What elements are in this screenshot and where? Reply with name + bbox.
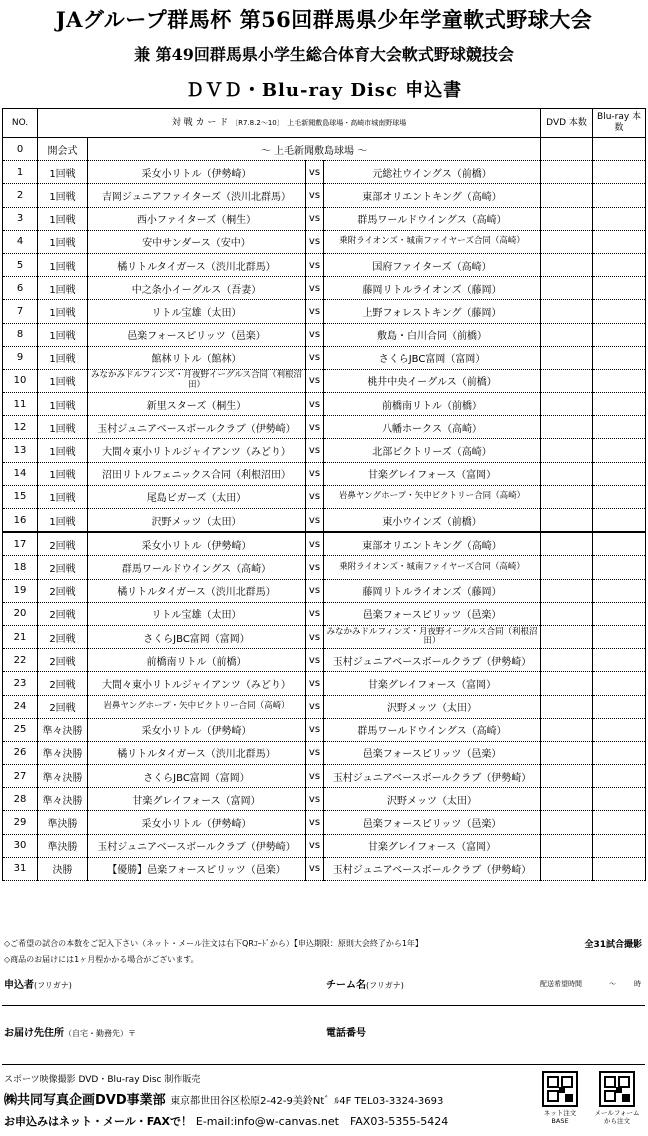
home-team: 采女小リトル（伊勢崎） (88, 532, 306, 556)
qr-code-mail-form[interactable] (599, 1071, 635, 1107)
bluray-qty-cell[interactable] (593, 857, 646, 880)
dvd-qty-cell[interactable] (541, 300, 593, 323)
dvd-qty-cell[interactable] (541, 532, 593, 556)
vs-label: vs (306, 393, 324, 416)
team-name-field[interactable] (326, 976, 404, 991)
away-team: 沢野メッツ（太田） (324, 788, 541, 811)
dvd-qty-cell[interactable] (541, 765, 593, 788)
away-team: 国府ファイターズ（高崎） (324, 253, 541, 276)
row-no: 21 (3, 625, 38, 648)
away-team: 邑楽フォースピリッツ（邑楽） (324, 741, 541, 764)
row-no: 23 (3, 672, 38, 695)
away-team: 東部オリエントキング（高崎） (324, 532, 541, 556)
home-team: 尾島ビガーズ（太田） (88, 485, 306, 508)
col-card-subtitle: 〔R7.8.2〜10〕 上毛新聞敷島球場・高崎市城南野球場 (231, 118, 407, 127)
row-round: 準決勝 (38, 811, 88, 834)
row-round: 2回戦 (38, 625, 88, 648)
dvd-qty-cell[interactable] (541, 672, 593, 695)
row-round: 2回戦 (38, 672, 88, 695)
col-card-title: 対 戦 カ ー ド (171, 117, 229, 128)
row-round: 1回戦 (38, 462, 88, 485)
main-title: JAグループ群馬杯 第56回群馬県少年学童軟式野球大会 (55, 7, 593, 32)
row-round: 1回戦 (38, 393, 88, 416)
vs-label: vs (306, 462, 324, 485)
row-no: 0 (3, 138, 38, 161)
row-no: 2 (3, 184, 38, 207)
table-row (3, 625, 646, 648)
vs-label: vs (306, 556, 324, 579)
away-team: 群馬ワールドウイングス（高崎） (324, 718, 541, 741)
vs-label: vs (306, 439, 324, 462)
home-team: 前橋南リトル（前橋） (88, 649, 306, 672)
bluray-qty-cell[interactable] (593, 462, 646, 485)
vs-label: vs (306, 485, 324, 508)
home-team: 采女小リトル（伊勢崎） (88, 811, 306, 834)
order-methods: お申込みはネット・メール・FAXで！ (4, 1115, 193, 1128)
table-row (3, 579, 646, 602)
row-round: 1回戦 (38, 161, 88, 184)
home-team: 吉岡ジュニアファイターズ（渋川北群馬） (88, 184, 306, 207)
bluray-qty-cell[interactable] (593, 672, 646, 695)
bluray-qty-cell[interactable] (593, 556, 646, 579)
col-card-header (38, 109, 541, 138)
bluray-qty-cell[interactable] (593, 695, 646, 718)
away-team: 敷島・白川合同（前橋） (324, 323, 541, 346)
row-no: 17 (3, 532, 38, 556)
table-row (3, 834, 646, 857)
home-team: 邑楽フォースピリッツ（邑楽） (88, 323, 306, 346)
table-row (3, 509, 646, 533)
table-row (3, 765, 646, 788)
bluray-qty-cell[interactable] (593, 602, 646, 625)
home-team: 沼田リトルフェニックス合同（利根沼田） (88, 462, 306, 485)
away-team: 乗附ライオンズ・城南ファイヤーズ合同（高崎） (324, 230, 541, 253)
vs-label: vs (306, 579, 324, 602)
dvd-qty-cell[interactable] (541, 277, 593, 300)
away-team: 藤岡リトルライオンズ（藤岡） (324, 579, 541, 602)
home-team: リトル宝雄（太田） (88, 300, 306, 323)
dvd-qty-cell[interactable] (541, 811, 593, 834)
vs-label: vs (306, 532, 324, 556)
row-no: 10 (3, 369, 38, 392)
vs-label: vs (306, 741, 324, 764)
away-team: 東小ウインズ（前橋） (324, 509, 541, 533)
away-team: みなかみドルフィンズ・月夜野イーグルス合同（利根沼田） (324, 625, 541, 648)
vs-label: vs (306, 857, 324, 880)
applicant-field[interactable] (4, 976, 72, 991)
table-row (3, 277, 646, 300)
row-no: 22 (3, 649, 38, 672)
dvd-qty-cell[interactable] (541, 625, 593, 648)
table-row (3, 462, 646, 485)
home-team: 安中サンダース（安中） (88, 230, 306, 253)
vs-label: vs (306, 695, 324, 718)
vs-label: vs (306, 811, 324, 834)
away-team: 上野フォレストキング（藤岡） (324, 300, 541, 323)
table-row (3, 416, 646, 439)
table-row (3, 253, 646, 276)
table-row (3, 439, 646, 462)
row-round: 準々決勝 (38, 718, 88, 741)
vs-label: vs (306, 509, 324, 533)
row-round: 1回戦 (38, 439, 88, 462)
home-team: 【優勝】邑楽フォースピリッツ（邑楽） (88, 857, 306, 880)
away-team: 玉村ジュニアベースボールクラブ（伊勢崎） (324, 765, 541, 788)
away-team: 岩鼻ヤングホープ・矢中ビクトリー合同（高崎） (324, 485, 541, 508)
table-row (3, 393, 646, 416)
home-team: 橘リトルタイガース（渋川北群馬） (88, 579, 306, 602)
sub-title: 兼 第49回群馬県小学生総合体育大会軟式野球競技会 (134, 45, 514, 64)
dvd-qty-cell[interactable] (541, 718, 593, 741)
home-team: 沢野メッツ（太田） (88, 509, 306, 533)
address-field[interactable] (4, 1024, 136, 1039)
qr-net-order-label: ネット注文 BASE (543, 1109, 577, 1125)
vs-label: vs (306, 649, 324, 672)
away-team: 邑楽フォースピリッツ（邑楽） (324, 602, 541, 625)
vs-label: vs (306, 369, 324, 392)
bluray-qty-cell[interactable] (593, 765, 646, 788)
team-name-label: チーム名 (326, 980, 366, 991)
row-no: 18 (3, 556, 38, 579)
away-team: 沢野メッツ（太田） (324, 695, 541, 718)
bluray-qty-cell[interactable] (593, 138, 646, 161)
vs-label: vs (306, 253, 324, 276)
applicant-furigana: (フリガナ) (34, 981, 72, 990)
table-row (3, 323, 646, 346)
dvd-qty-cell[interactable] (541, 369, 593, 392)
away-team: 邑楽フォースピリッツ（邑楽） (324, 811, 541, 834)
row-no: 4 (3, 230, 38, 253)
form-divider (2, 1005, 645, 1006)
home-team: 館林リトル（館林） (88, 346, 306, 369)
home-team: さくらJBC富岡（富岡） (88, 765, 306, 788)
table-row (3, 788, 646, 811)
table-row (3, 207, 646, 230)
vs-label: vs (306, 672, 324, 695)
table-row (3, 811, 646, 834)
qr-mail-form-label: メールフォーム から注文 (594, 1109, 640, 1125)
home-team: 大間々東小リトルジャイアンツ（みどり） (88, 439, 306, 462)
row-round: 1回戦 (38, 277, 88, 300)
away-team: 元総社ウイングス（前橋） (324, 161, 541, 184)
table-row (3, 741, 646, 764)
delivery-time-label: 配送希望時間 (540, 980, 582, 988)
bluray-qty-cell[interactable] (593, 416, 646, 439)
row-no: 28 (3, 788, 38, 811)
bluray-qty-cell[interactable] (593, 277, 646, 300)
home-team: 采女小リトル（伊勢崎） (88, 161, 306, 184)
home-team: リトル宝雄（太田） (88, 602, 306, 625)
table-row (3, 161, 646, 184)
home-team: 橘リトルタイガース（渋川北群馬） (88, 741, 306, 764)
note-order-count: ◇ご希望の試合の本数をご記入下さい（ネット・メール注文は右下QRｺｰﾄﾞから）【申込期限：原則大会終了から1年】 (4, 939, 423, 948)
row-no: 31 (3, 857, 38, 880)
row-no: 7 (3, 300, 38, 323)
home-team: 橘リトルタイガース（渋川北群馬） (88, 253, 306, 276)
phone-field[interactable] (326, 1024, 366, 1039)
dvd-qty-cell[interactable] (541, 253, 593, 276)
table-row (3, 556, 646, 579)
qr-code-net-order[interactable] (542, 1071, 578, 1107)
table-row (3, 346, 646, 369)
dvd-qty-cell[interactable] (541, 346, 593, 369)
delivery-time-hour: 時 (634, 980, 641, 988)
row-round: 2回戦 (38, 532, 88, 556)
bluray-qty-cell[interactable] (593, 346, 646, 369)
row-round: 2回戦 (38, 556, 88, 579)
row-round: 準々決勝 (38, 788, 88, 811)
contact-info: E-mail:info@w-canvas.net FAX03-5355-5424 (195, 1115, 449, 1128)
row-no: 1 (3, 161, 38, 184)
opening-venue: 〜 上毛新聞敷島球場 〜 (88, 138, 541, 161)
row-no: 8 (3, 323, 38, 346)
vs-label: vs (306, 602, 324, 625)
bluray-qty-cell[interactable] (593, 509, 646, 533)
vs-label: vs (306, 184, 324, 207)
row-round: 1回戦 (38, 509, 88, 533)
applicant-label: 申込者 (4, 980, 34, 991)
footer-company-line (4, 1089, 443, 1108)
bluray-qty-cell[interactable] (593, 300, 646, 323)
vs-label: vs (306, 346, 324, 369)
dvd-qty-cell[interactable] (541, 741, 593, 764)
bluray-qty-cell[interactable] (593, 439, 646, 462)
dvd-qty-cell[interactable] (541, 207, 593, 230)
home-team: 岩鼻ヤングホープ・矢中ビクトリー合同（高崎） (88, 695, 306, 718)
form-title: ＤＶＤ・Blu-ray Disc 申込書 (185, 80, 463, 101)
row-no: 11 (3, 393, 38, 416)
bluray-qty-cell[interactable] (593, 811, 646, 834)
dvd-qty-cell[interactable] (541, 138, 593, 161)
row-no: 14 (3, 462, 38, 485)
col-dvd-header: DVD 本数 (541, 109, 593, 138)
away-team: 北部ビクトリーズ（高崎） (324, 439, 541, 462)
bluray-qty-cell[interactable] (593, 649, 646, 672)
away-team: 桃井中央イーグルス（前橋） (324, 369, 541, 392)
row-no: 30 (3, 834, 38, 857)
footer-service: スポーツ映像撮影 DVD・Blu-ray Disc 制作販売 (4, 1075, 201, 1085)
vs-label: vs (306, 788, 324, 811)
home-team: 新里スターズ（桐生） (88, 393, 306, 416)
vs-label: vs (306, 416, 324, 439)
home-team: 玉村ジュニアベースボールクラブ（伊勢崎） (88, 416, 306, 439)
row-no: 13 (3, 439, 38, 462)
home-team: 大間々東小リトルジャイアンツ（みどり） (88, 672, 306, 695)
phone-label: 電話番号 (326, 1028, 366, 1039)
away-team: 群馬ワールドウイングス（高崎） (324, 207, 541, 230)
table-row (3, 230, 646, 253)
dvd-qty-cell[interactable] (541, 579, 593, 602)
table-row (3, 485, 646, 508)
bluray-qty-cell[interactable] (593, 184, 646, 207)
row-round: 1回戦 (38, 184, 88, 207)
away-team: 八幡ホークス（高崎） (324, 416, 541, 439)
match-table (2, 108, 646, 881)
row-no: 12 (3, 416, 38, 439)
home-team: さくらJBC富岡（富岡） (88, 625, 306, 648)
address-label: お届け先住所 (4, 1028, 64, 1039)
vs-label: vs (306, 161, 324, 184)
bluray-qty-cell[interactable] (593, 741, 646, 764)
bluray-qty-cell[interactable] (593, 625, 646, 648)
home-team: 玉村ジュニアベースボールクラブ（伊勢崎） (88, 834, 306, 857)
away-team: 藤岡リトルライオンズ（藤岡） (324, 277, 541, 300)
row-no: 5 (3, 253, 38, 276)
col-no-header: NO. (3, 109, 38, 138)
away-team: 前橋南リトル（前橋） (324, 393, 541, 416)
away-team: 玉村ジュニアベースボールクラブ（伊勢崎） (324, 649, 541, 672)
dvd-qty-cell[interactable] (541, 485, 593, 508)
vs-label: vs (306, 625, 324, 648)
row-round: 2回戦 (38, 695, 88, 718)
bluray-qty-cell[interactable] (593, 485, 646, 508)
home-team: みなかみドルフィンズ・月夜野イーグルス合同（利根沼田） (88, 369, 306, 392)
table-row (3, 718, 646, 741)
row-round: 1回戦 (38, 485, 88, 508)
vs-label: vs (306, 765, 324, 788)
dvd-qty-cell[interactable] (541, 161, 593, 184)
row-round: 2回戦 (38, 649, 88, 672)
dvd-qty-cell[interactable] (541, 439, 593, 462)
away-team: 甘楽グレイフォース（富岡） (324, 834, 541, 857)
bluray-qty-cell[interactable] (593, 532, 646, 556)
company-name: ㈱共同写真企画DVD事業部 (4, 1093, 166, 1108)
row-no: 6 (3, 277, 38, 300)
bluray-qty-cell[interactable] (593, 230, 646, 253)
dvd-qty-cell[interactable] (541, 323, 593, 346)
bluray-qty-cell[interactable] (593, 834, 646, 857)
row-round: 準々決勝 (38, 765, 88, 788)
dvd-qty-cell[interactable] (541, 462, 593, 485)
bluray-qty-cell[interactable] (593, 161, 646, 184)
dvd-qty-cell[interactable] (541, 649, 593, 672)
team-name-furigana: (フリガナ) (366, 981, 404, 990)
row-round: 1回戦 (38, 369, 88, 392)
vs-label: vs (306, 277, 324, 300)
table-row (3, 649, 646, 672)
row-round: 決勝 (38, 857, 88, 880)
vs-label: vs (306, 718, 324, 741)
away-team: 乗附ライオンズ・城南ファイヤーズ合同（高崎） (324, 556, 541, 579)
col-bluray-header: Blu-ray 本数 (593, 109, 646, 138)
dvd-qty-cell[interactable] (541, 695, 593, 718)
note-delivery: ◇商品のお届けには1ヶ月程かかる場合がございます。 (4, 955, 199, 964)
row-no: 3 (3, 207, 38, 230)
row-no: 9 (3, 346, 38, 369)
dvd-qty-cell[interactable] (541, 602, 593, 625)
vs-label: vs (306, 834, 324, 857)
home-team: 中之条小イーグルス（吾妻） (88, 277, 306, 300)
address-sub: （自宅・勤務先）〒 (64, 1029, 136, 1038)
row-no: 27 (3, 765, 38, 788)
delivery-time-tilde: 〜 (609, 980, 616, 988)
table-row (3, 300, 646, 323)
table-row (3, 602, 646, 625)
table-row (3, 672, 646, 695)
away-team: 甘楽グレイフォース（富岡） (324, 672, 541, 695)
dvd-qty-cell[interactable] (541, 416, 593, 439)
bluray-qty-cell[interactable] (593, 718, 646, 741)
row-round: 1回戦 (38, 300, 88, 323)
away-team: 玉村ジュニアベースボールクラブ（伊勢崎） (324, 857, 541, 880)
table-row (3, 184, 646, 207)
home-team: 西小ファイターズ（桐生） (88, 207, 306, 230)
footer-contact-line (4, 1113, 448, 1129)
away-team: 東部オリエントキング（高崎） (324, 184, 541, 207)
table-row (3, 369, 646, 392)
footer-divider (2, 1064, 645, 1065)
away-team: さくらJBC富岡（富岡） (324, 346, 541, 369)
dvd-qty-cell[interactable] (541, 393, 593, 416)
row-round: 準決勝 (38, 834, 88, 857)
row-round: 開会式 (38, 138, 88, 161)
row-no: 26 (3, 741, 38, 764)
bluray-qty-cell[interactable] (593, 323, 646, 346)
row-round: 1回戦 (38, 253, 88, 276)
bluray-qty-cell[interactable] (593, 393, 646, 416)
bluray-qty-cell[interactable] (593, 369, 646, 392)
total-games-note: 全31試合撮影 (584, 940, 642, 950)
dvd-qty-cell[interactable] (541, 230, 593, 253)
away-team: 甘楽グレイフォース（富岡） (324, 462, 541, 485)
bluray-qty-cell[interactable] (593, 253, 646, 276)
table-header (3, 109, 646, 138)
vs-label: vs (306, 323, 324, 346)
dvd-qty-cell[interactable] (541, 509, 593, 533)
row-no: 15 (3, 485, 38, 508)
vs-label: vs (306, 207, 324, 230)
bluray-qty-cell[interactable] (593, 207, 646, 230)
row-no: 24 (3, 695, 38, 718)
home-team: 采女小リトル（伊勢崎） (88, 718, 306, 741)
table-row (3, 695, 646, 718)
row-round: 1回戦 (38, 323, 88, 346)
row-no: 29 (3, 811, 38, 834)
row-no: 25 (3, 718, 38, 741)
vs-label: vs (306, 230, 324, 253)
home-team: 群馬ワールドウイングス（高崎） (88, 556, 306, 579)
dvd-qty-cell[interactable] (541, 184, 593, 207)
row-round: 2回戦 (38, 602, 88, 625)
row-round: 1回戦 (38, 346, 88, 369)
row-round: 準々決勝 (38, 741, 88, 764)
bluray-qty-cell[interactable] (593, 579, 646, 602)
dvd-qty-cell[interactable] (541, 788, 593, 811)
table-row (3, 532, 646, 556)
table-row-opening (3, 138, 646, 161)
row-round: 1回戦 (38, 230, 88, 253)
row-no: 19 (3, 579, 38, 602)
bluray-qty-cell[interactable] (593, 788, 646, 811)
row-no: 16 (3, 509, 38, 533)
dvd-qty-cell[interactable] (541, 556, 593, 579)
dvd-qty-cell[interactable] (541, 857, 593, 880)
row-no: 20 (3, 602, 38, 625)
company-address: 東京都世田谷区松原2-42-9美鈴Nt゛ﾙ4F TEL03-3324-3693 (170, 1096, 444, 1107)
row-round: 2回戦 (38, 579, 88, 602)
dvd-qty-cell[interactable] (541, 834, 593, 857)
home-team: 甘楽グレイフォース（富岡） (88, 788, 306, 811)
vs-label: vs (306, 300, 324, 323)
table-row (3, 857, 646, 880)
row-round: 1回戦 (38, 207, 88, 230)
row-round: 1回戦 (38, 416, 88, 439)
